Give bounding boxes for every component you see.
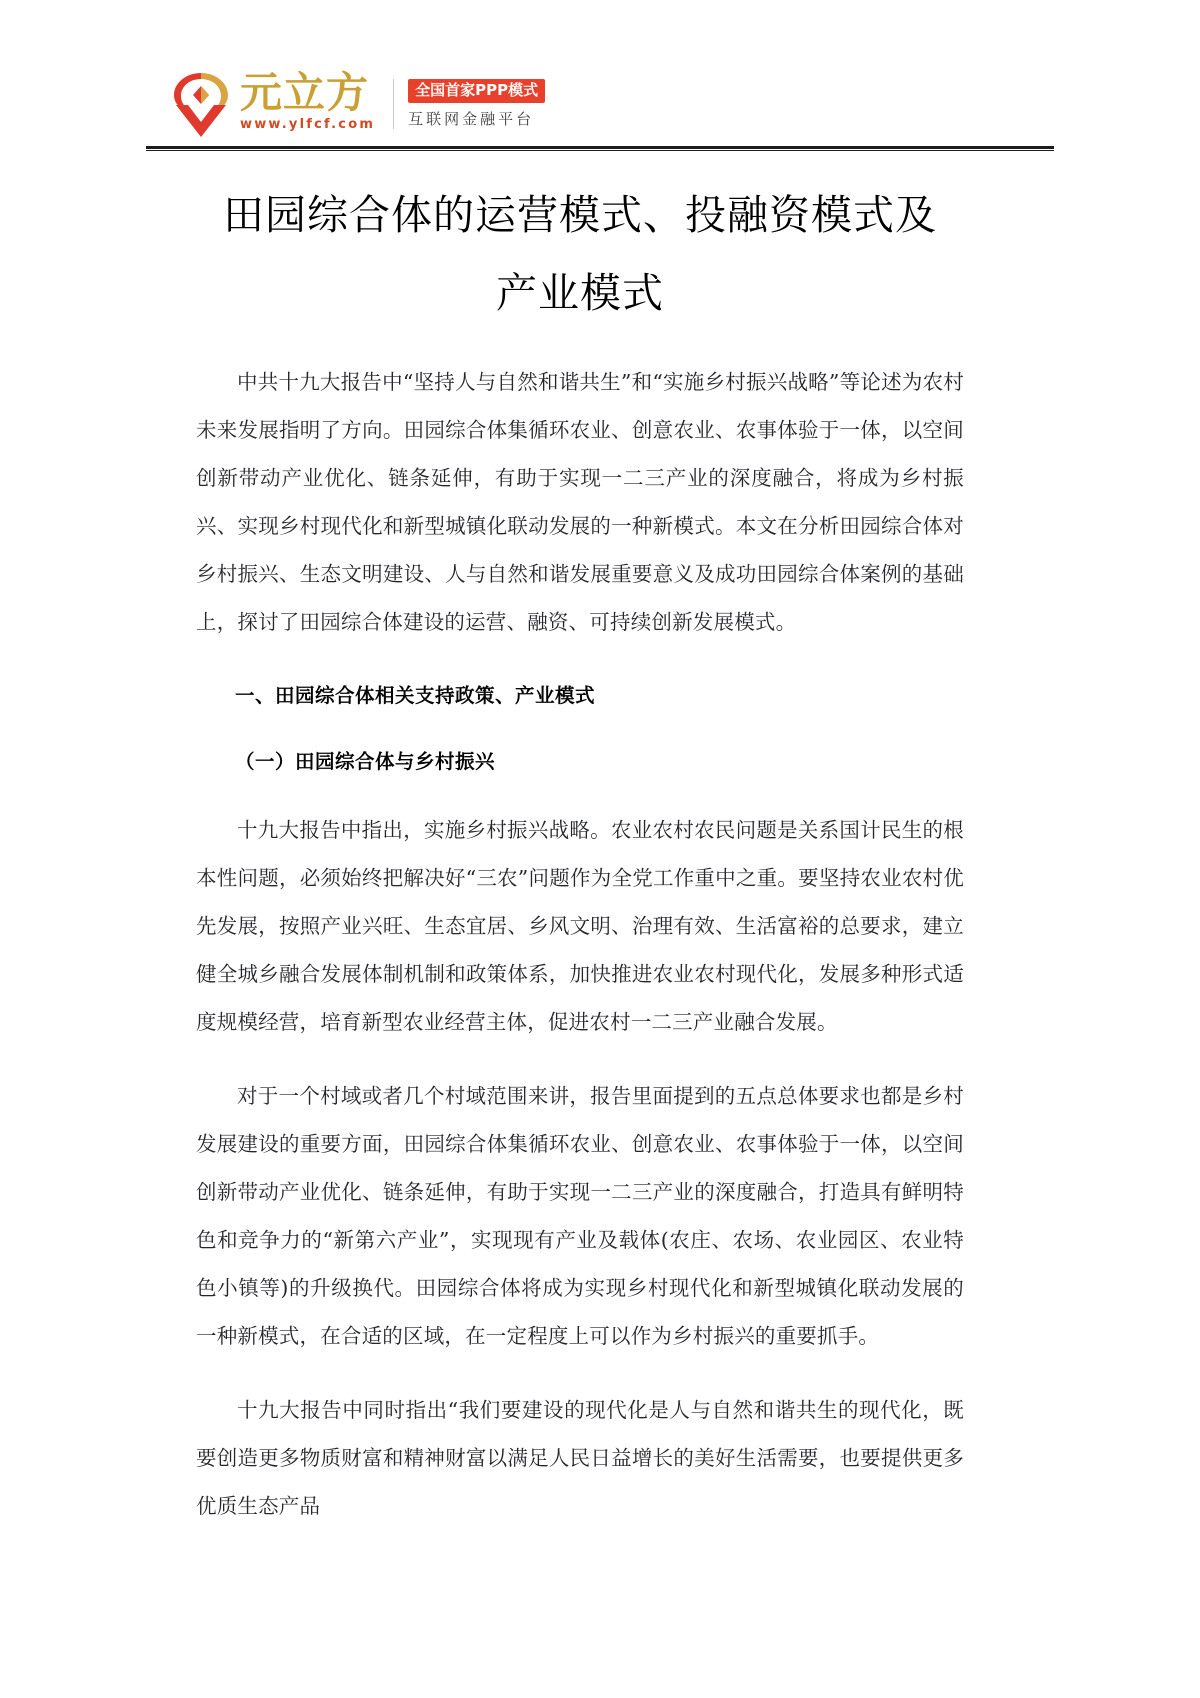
paragraph-2: 对于一个村域或者几个村域范围来讲，报告里面提到的五点总体要求也都是乡村发展建设的重要方面，田园综合体集循环农业、创意农业、农事体验于一体，以空间创新带动产业优化、链条延伸，有助于实现一二三产业的深度融合，打造具有鲜明特色和竞争力的“新第六产业”，实现现有产业及载体(农庄、农场、农业园区、农业特色小镇等)的升级换代。田园综合体将成为实现乡村现代化和新型城镇化联动发展的一种新模式，在合适的区域，在一定程度上可以作为乡村振兴的重要抓手。 (196, 1084, 964, 1348)
heading-section-1: 一、田园综合体相关支持政策、产业模式 (235, 684, 596, 707)
page-title: 田园综合体的运营模式、投融资模式及产业模式 (223, 191, 937, 317)
ylfcf-diamond-logo-icon (170, 71, 232, 137)
heading-section-1-1: （一）田园综合体与乡村振兴 (235, 750, 496, 773)
logo-divider (393, 79, 394, 129)
brand-tagline-block (408, 73, 545, 135)
paragraph-3: 十九大报告中同时指出“我们要建设的现代化是人与自然和谐共生的现代化，既要创造更多物质财富和精神财富以满足人民日益增长的美好生活需要，也要提供更多优质生态产品 (196, 1398, 964, 1518)
brand-website: www.ylfcf.com (240, 117, 376, 132)
header-rule-thick (146, 146, 1054, 149)
document-content (196, 176, 964, 1556)
brand-logo (170, 68, 545, 140)
paragraph-abstract: 中共十九大报告中“坚持人与自然和谐共生”和“实施乡村振兴战略”等论述为农村未来发展指明了方向。田园综合体集循环农业、创意农业、农事体验于一体，以空间创新带动产业优化、链条延伸，有助于实现一二三产业的深度融合，将成为乡村振兴、实现乡村现代化和新型城镇化联动发展的一种新模式。本文在分析田园综合体对乡村振兴、生态文明建设、人与自然和谐发展重要意义及成功田园综合体案例的基础上，探讨了田园综合体建设的运营、融资、可持续创新发展模式。 (196, 370, 964, 634)
header-divider-rule (146, 146, 1054, 152)
page-bottom-clip (0, 1690, 1200, 1698)
ppp-badge: 全国首家PPP模式 (408, 79, 545, 103)
header-rule-thin (146, 150, 1054, 151)
brand-wordmark (240, 68, 376, 137)
page-header (0, 0, 1200, 160)
paragraph-1: 十九大报告中指出，实施乡村振兴战略。农业农村农民问题是关系国计民生的根本性问题，必须始终把解决好“三农”问题作为全党工作重中之重。要坚持农业农村优先发展，按照产业兴旺、生态宜居、乡风文明、治理有效、生活富裕的总要求，建立健全城乡融合发展体制机制和政策体系，加快推进农业农村现代化，发展多种形式适度规模经营，培育新型农业经营主体，促进农村一二三产业融合发展。 (196, 818, 964, 1034)
platform-tagline: 互联网金融平台 (408, 110, 535, 128)
brand-name-cn: 元立方 (240, 68, 370, 117)
